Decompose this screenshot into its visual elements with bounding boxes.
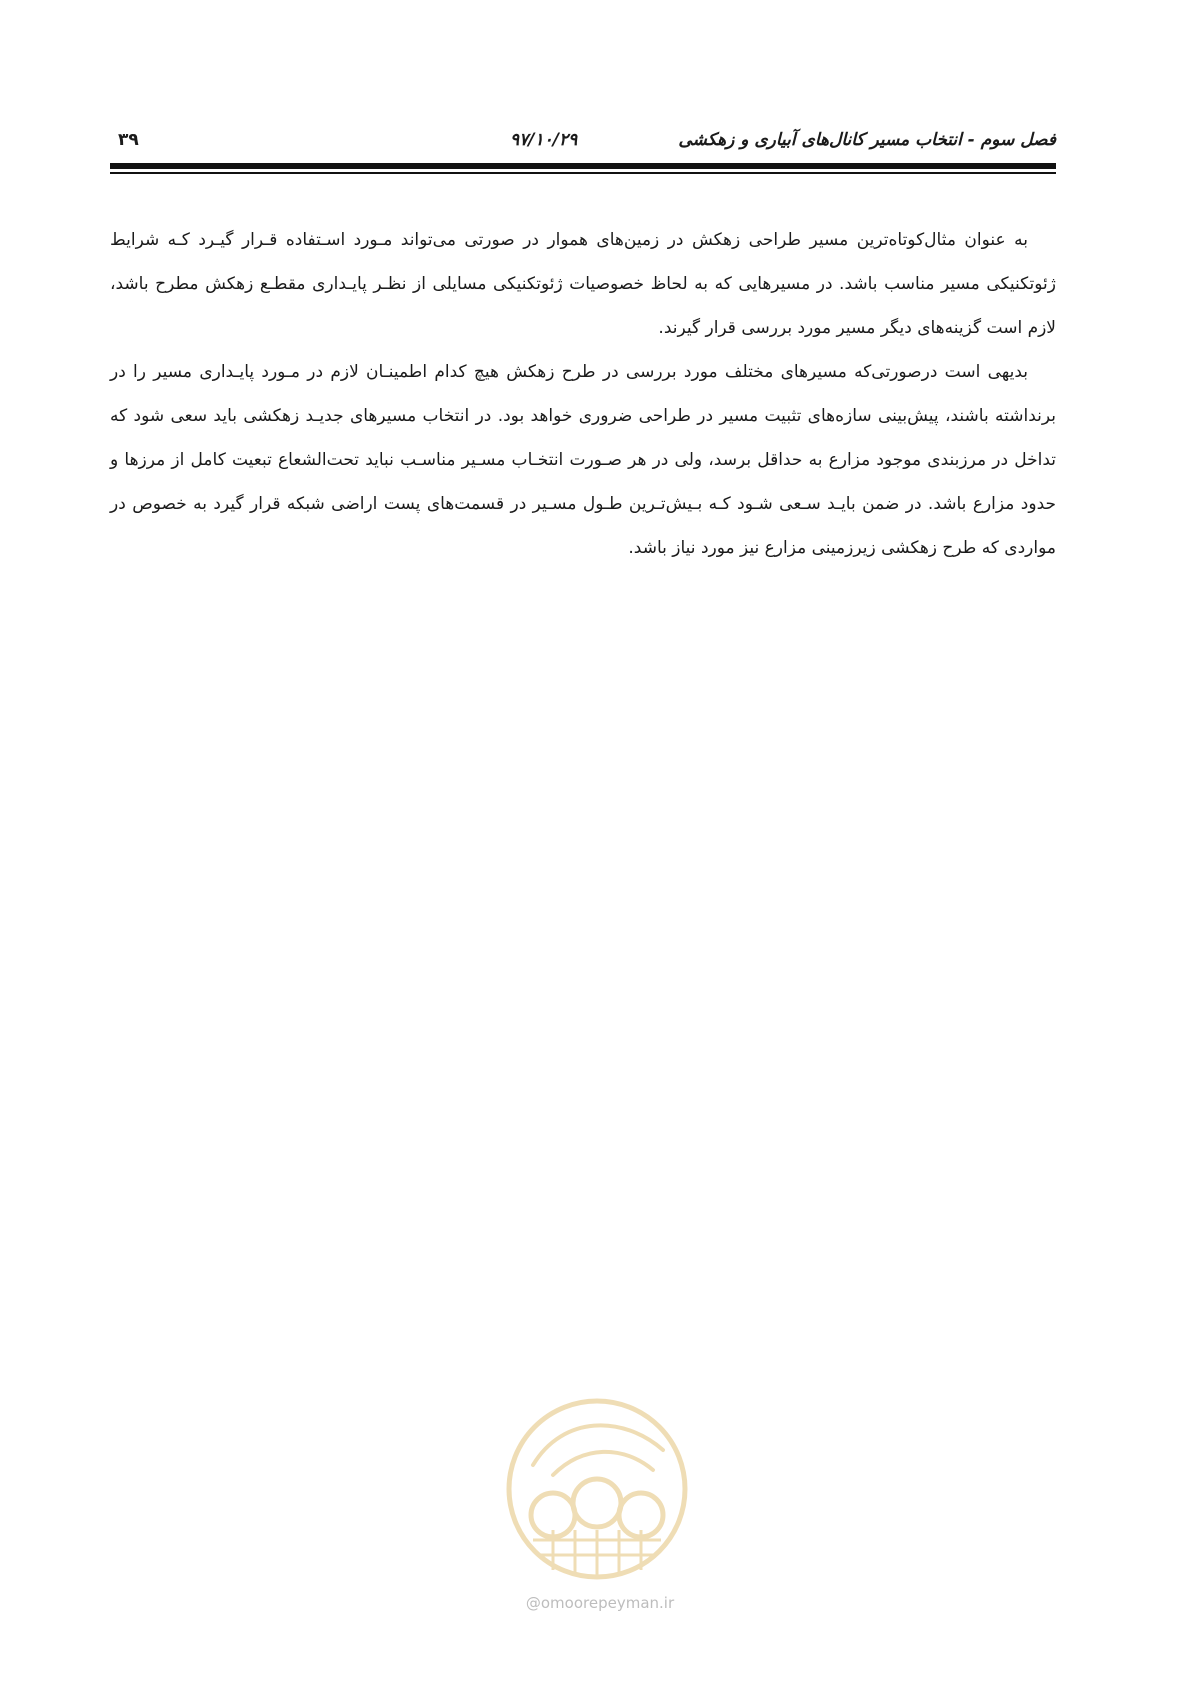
watermark-gears	[531, 1479, 663, 1537]
page-number: ۳۹	[118, 130, 139, 150]
header-date: ۹۷/۱۰/۲۹	[510, 130, 578, 150]
header-rule-thick	[110, 163, 1056, 169]
chapter-title: فصل سوم - انتخاب مسیر کانال‌های آبیاری و زهکشی	[678, 130, 1056, 150]
paragraph-1: به عنوان مثال‌کوتاه‌ترین مسیر طراحی زهکش در زمین‌های هموار در صورتی می‌تواند مـورد اسـتفاده قـرار گیـرد کـه شرایط ژئوتکنیکی مسیر مناسب باشد. در مسیرهایی که به لحاظ خصوصیات ژئوتکنیکی مسایلی از نظـر پایـداری مقطـع زهکش مطرح باشد، لازم است گزینه‌های دیگر مسیر مورد بررسی قرار گیرند.	[110, 230, 1056, 338]
body-text	[110, 218, 1056, 570]
page-header	[110, 128, 1056, 156]
watermark-url: @omoorepeyman.ir	[525, 1594, 675, 1612]
paragraph-2: بدیهی است درصورتی‌که مسیرهای مختلف مورد بررسی در طرح زهکش هیچ کدام اطمینـان لازم در مـورد پایـداری مسیر را در برنداشته باشند، پیش‌بینی سازه‌های تثبیت مسیر در طراحی ضروری خواهد بود. در انتخاب مسیرهای جدیـد زهکشی باید سعی شود که تداخل در مرزبندی موجود مزارع به حداقل برسد، ولی در هر صـورت انتخـاب مسـیر مناسـب نباید تحت‌الشعاع تبعیت کامل از مرزها و حدود مزارع باشد. در ضمن بایـد سـعی شـود کـه بـیش‌تـرین طـول مسـیر در قسمت‌های پست اراضی شبکه قرار گیرد به خصوص در مواردی که طرح زهکشی زیرزمینی مزارع نیز مورد نیاز باشد.	[110, 362, 1056, 558]
header-rule-thin	[110, 172, 1056, 174]
watermark-script	[533, 1425, 663, 1475]
watermark-grid	[533, 1530, 661, 1575]
watermark-logo	[503, 1395, 691, 1583]
